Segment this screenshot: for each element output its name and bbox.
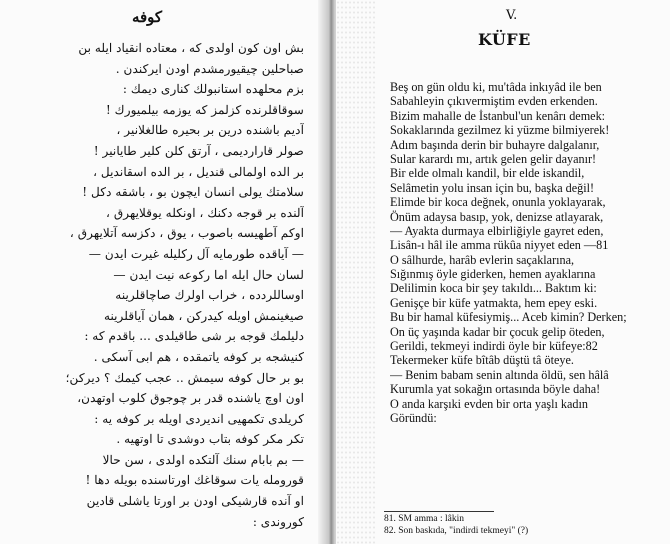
ottoman-line: كوروندى :: [252, 514, 304, 529]
footnote: 82. Son baskıda, "indirdi tekmeyi" (?): [384, 525, 529, 536]
left-page-heading: كوفه: [131, 8, 163, 26]
poem-line: Sığınmış öyle giderken, hemen ayaklarına: [390, 267, 596, 282]
poem-line: Delilimin koca bir şey takıldı... Baktım ki:: [390, 281, 597, 296]
poem-line: — Ayakta durmaya elbirliğiyle gayret eden,: [390, 223, 604, 238]
ottoman-line: اوكم آطهيسه باصوب ، يوق ، دكزسه آتلايهرق ،: [69, 226, 304, 241]
ottoman-line: قورومله يات سوقاغك اورتاسنده بويله دها !: [85, 473, 304, 488]
ottoman-text: [14, 38, 304, 532]
ottoman-line: كنيشجه بر كوفه ياتمقده ، هم ابى آسكى .: [93, 349, 304, 364]
poem-line: Tekermeker küfe bîtâb düştü tâ öteye.: [390, 353, 574, 368]
page-edge-texture: [336, 0, 376, 544]
poem-line: — Benim babam senin altında öldü, sen hâlâ: [390, 367, 609, 382]
ottoman-line: بر الده اولمالى قنديل ، بر الده اسقانديل ،: [93, 164, 304, 179]
poem-line: Selâmetin yolu insan için bu, başka değil!: [390, 180, 595, 195]
ottoman-line: — بم بابام سنك آلتكده اولدى ، سن حالا: [102, 452, 304, 467]
ottoman-line: او آنده قارشيكى اودن بر اورتا ياشلى قادين: [86, 494, 304, 509]
footnote-divider: [384, 511, 494, 512]
ottoman-line: آلنده بر قوجه دكنك ، اونكله يوقلايهرق ،: [106, 205, 304, 220]
ottoman-line: صباحلين چيقيورمشدم اودن ايركندن .: [115, 61, 304, 76]
poem-line: Sular karardı mı, artık gelen gelir dayanır!: [390, 151, 597, 166]
ottoman-line: بو بر حال كوفه سيمش .. عجب كيمك ؟ ديركن؛: [65, 370, 304, 385]
poem-line: Gerildi, tekmeyi indirdi öyle bir küfeye:82: [390, 339, 598, 354]
ottoman-line: اوساللردده ، خراب اولرك صاچاقلرينه: [115, 288, 304, 303]
poem-line: Bir elde olmalı kandil, bir elde iskandil,: [390, 166, 585, 181]
poem-line: Önüm adaysa basıp, yok, denizse atlayarak,: [390, 209, 604, 224]
ottoman-line: آديم باشنده درين بر بحيره طالغلانير ،: [116, 123, 304, 138]
chapter-number: V.: [506, 8, 518, 23]
left-page: [0, 0, 330, 544]
poem-line: Göründü:: [390, 410, 437, 425]
footnote: 81. SM amma : lâkin: [384, 514, 464, 524]
poem-line: Sokaklarında gezilmez ki yüzme bilmiyerek!: [390, 123, 610, 138]
poem-line: O anda karşıki evden bir orta yaşlı kadın: [390, 396, 588, 411]
ottoman-line: كريلدى تكمهيى انديردى اويله بر كوفه يه :: [94, 411, 304, 426]
ottoman-line: صيغينمش اويله كيدركن ، همان آياقلرينه: [103, 308, 304, 323]
ottoman-line: اون اوچ ياشنده قدر بر چوجوق كلوب اوتهدن،: [77, 391, 304, 406]
poem-line: Beş on gün oldu ki, mu'tâda inkıyâd ile ben: [390, 80, 602, 94]
footnotes: [384, 514, 664, 537]
poem-line: On üç yaşında kadar bir çocuk gelip öteden,: [390, 324, 605, 339]
poem-line: Kurumla yat sokağın ortasında böyle daha!: [390, 382, 601, 397]
poem-line: Bizim mahalle de İstanbul'un kenârı demek:: [390, 108, 606, 123]
poem-line: Bu bir hamal küfesiymiş... Aceb kimin? Derken;: [390, 310, 627, 325]
poem-line: Elimde bir koca değnek, onunla yoklayarak,: [390, 195, 606, 210]
ottoman-line: بش اون كون اولدى كه ، معتاده انقياد ايله بن: [78, 41, 304, 55]
poem-line: Sabahleyin çıkıvermiştim evden erkenden.: [390, 94, 598, 109]
ottoman-line: بزم محلهده استانبولك كنارى ديمك :: [122, 82, 304, 97]
chapter-title: KÜFE: [478, 30, 531, 49]
poem-line: Adım başında derin bir buhayre dalgalanır,: [390, 137, 600, 152]
poem-text: [390, 80, 664, 425]
ottoman-line: — آياقده طورمايه آل ركليله غيرت ايدن —: [88, 246, 304, 261]
ottoman-line: سلامتك يولى انسان ايچون بو ، باشقه دكل !: [82, 185, 304, 200]
poem-line: O sâlhurde, harâb evlerin saçaklarına,: [390, 252, 575, 267]
ottoman-line: تكر مكر كوفه بتاب دوشدى تا اوتهيه .: [116, 432, 304, 447]
ottoman-line: دليلمك قوجه بر شى طاقيلدى ... باقدم كه :: [84, 329, 304, 344]
ottoman-line: سوقاقلرنده كزلمز كه يوزمه بيلميورك !: [105, 102, 304, 117]
ottoman-line: صولر قارارديمى ، آرتق كلن كلير طايانير !: [93, 143, 304, 158]
poem-line: Genişçe bir küfe yatmakta, hem epey eski.: [390, 295, 598, 310]
poem-line: Lisân-ı hâl ile amma rükûa niyyet eden —81: [390, 238, 609, 253]
ottoman-line: لسان حال ايله اما ركوعه نيت ايدن —: [113, 267, 304, 282]
